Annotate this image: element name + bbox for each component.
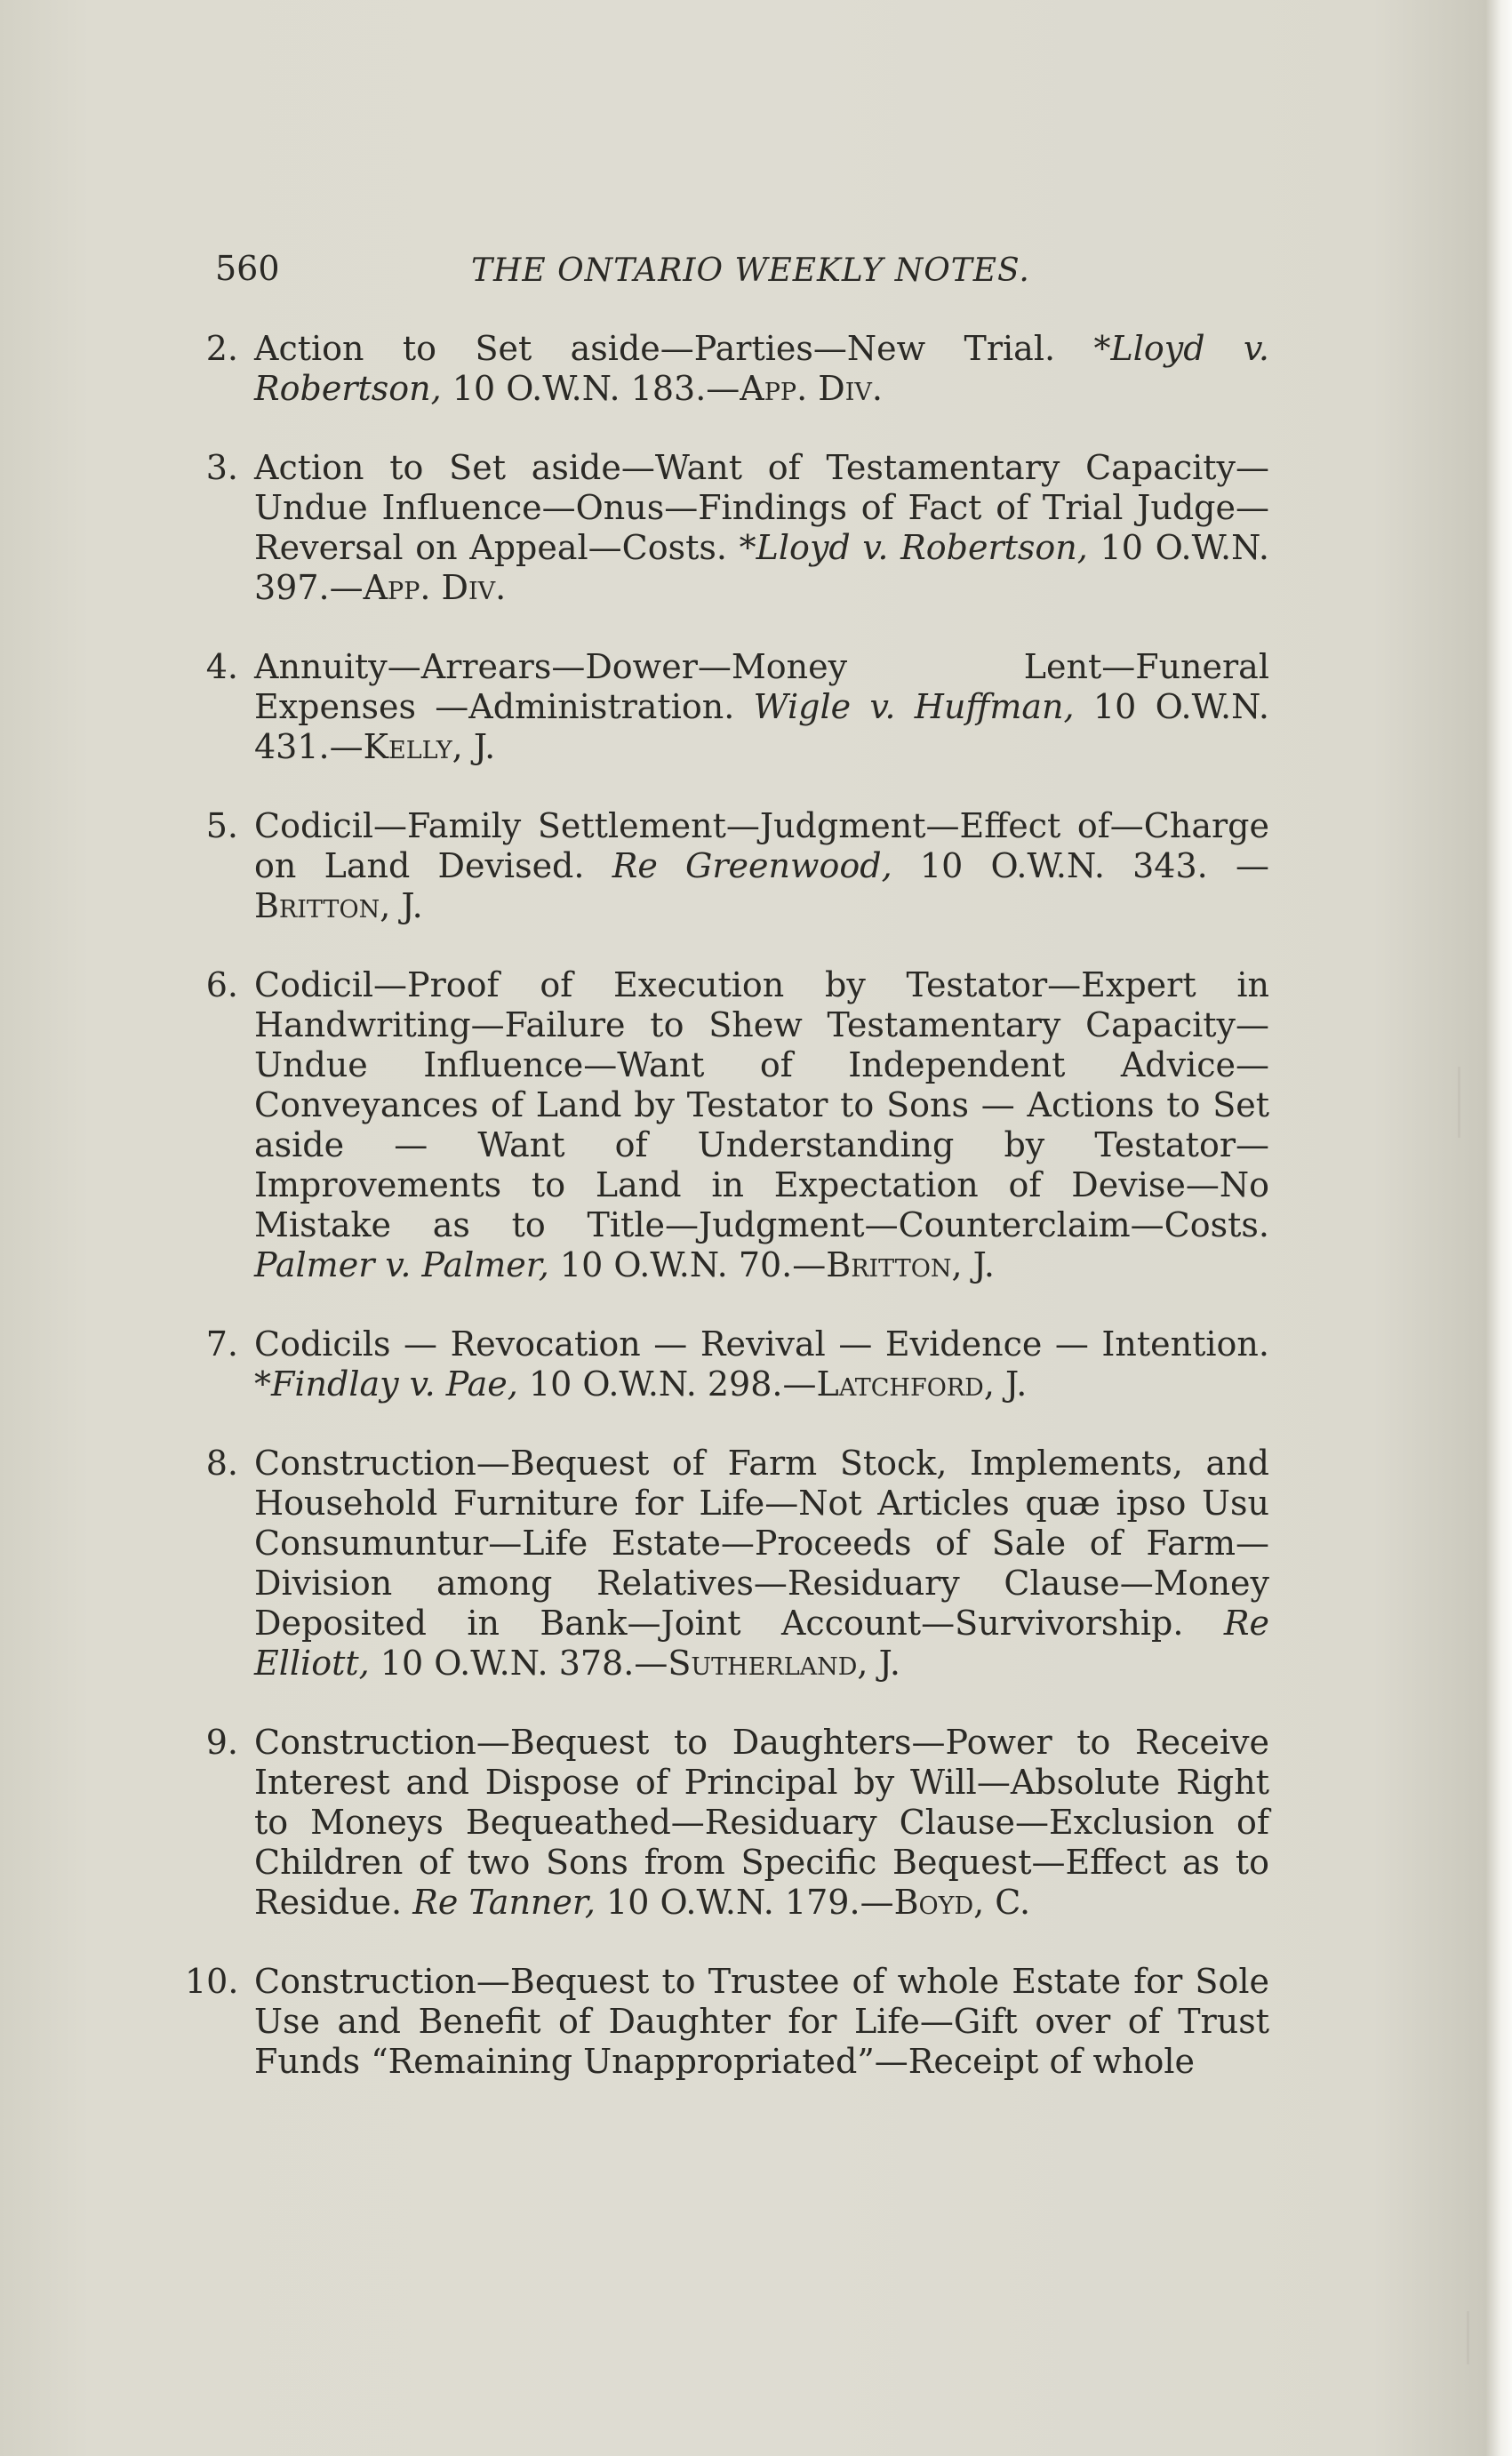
entry-number: 5. xyxy=(205,806,238,845)
citation: 10 O.W.N. 183.— xyxy=(452,369,740,408)
court: Kelly, J. xyxy=(363,727,496,766)
citation: 10 O.W.N. 70.— xyxy=(559,1245,827,1284)
case-name: Re Elliott, xyxy=(254,1604,1269,1683)
entry-star: * xyxy=(254,1364,271,1404)
running-title: THE ONTARIO WEEKLY NOTES. xyxy=(471,252,1030,289)
case-name: Re Tanner, xyxy=(412,1883,596,1922)
court: App. Div. xyxy=(740,369,883,408)
list-item xyxy=(185,448,1269,608)
case-name: Re Greenwood, xyxy=(612,846,892,885)
entry-text: Codicil—Proof of Execution by Testator—Expert in Handwriting—Failure to Shew Testamentary Capacity—Undue Influence—Want of Independent Advice—Conveyances of Land by Testator to Sons — Actions to Set aside — Want of Understanding by Testator—Improvements to Land in Expectation of Devise—No Mistake as to Title—Judgment—Counterclaim—Costs. xyxy=(254,965,1269,1244)
list-item xyxy=(185,1723,1269,1923)
paper-mark xyxy=(1467,2311,1469,2364)
entry-number: 8. xyxy=(205,1444,238,1483)
page-edge xyxy=(1485,0,1512,2456)
entry-text: Codicils — Revocation — Revival — Evidence — Intention. xyxy=(254,1324,1269,1364)
entry-text: Action to Set aside—Parties—New Trial. xyxy=(254,329,1056,368)
entry-number: 9. xyxy=(205,1723,238,1762)
list-item xyxy=(185,329,1269,409)
case-name: Lloyd v. Robertson, xyxy=(756,528,1088,567)
citation: 10 O.W.N. 298.— xyxy=(528,1364,817,1404)
case-name: Wigle v. Huffman, xyxy=(753,687,1075,726)
entry-number: 4. xyxy=(205,647,238,686)
citation: 10 O.W.N. 431.— xyxy=(254,687,1269,766)
entry-star: * xyxy=(1093,329,1111,368)
citation: 10 O.W.N. 397.— xyxy=(254,528,1269,607)
page-header xyxy=(215,249,1282,302)
entry-number: 3. xyxy=(205,448,238,487)
list-item xyxy=(185,647,1269,767)
citation: 10 O.W.N. 343. — xyxy=(919,846,1269,885)
court: Latchford, J. xyxy=(816,1364,1028,1404)
entry-text: Construction—Bequest to Trustee of whole Estate for Sole Use and Benefit of Daughter for Life—Gift over of Trust Funds “Remaining Unappropriated”—Receipt of whole xyxy=(254,1962,1269,2081)
court: Britton, J. xyxy=(254,886,423,925)
citation: 10 O.W.N. 378.— xyxy=(380,1644,668,1683)
entry-text: Construction—Bequest of Farm Stock, Implements, and Household Furniture for Life—Not Articles quæ ipso Usu Consumuntur—Life Estate—Proceeds of Sale of Farm—Division among Relatives—Residuary Clause—Money Deposited in Bank—Joint Account—Survivorship. xyxy=(254,1444,1269,1643)
court: Britton, J. xyxy=(826,1245,995,1284)
list-item xyxy=(185,1324,1269,1404)
list-item xyxy=(185,1444,1269,1684)
entry-text: Annuity—Arrears—Dower—Money Lent—Funeral Expenses —Administration. xyxy=(254,647,1269,726)
list-item xyxy=(185,806,1269,926)
page-number: 560 xyxy=(215,249,280,288)
list-item xyxy=(185,965,1269,1285)
court: App. Div. xyxy=(363,568,507,607)
case-name: Findlay v. Pae, xyxy=(271,1364,518,1404)
entry-number: 2. xyxy=(205,329,238,368)
citation: 10 O.W.N. 179.— xyxy=(606,1883,894,1922)
entry-text: Construction—Bequest to Daughters—Power to Receive Interest and Dispose of Principal by Will—Absolute Right to Moneys Bequeathed—Residuary Clause—Exclusion of Children of two Sons from Specific Bequest—Effect as to Residue. xyxy=(254,1723,1269,1922)
entry-number: 10. xyxy=(185,1962,239,2001)
entry-number: 6. xyxy=(205,965,238,1004)
entry-list xyxy=(185,329,1269,2121)
court: Sutherland, J. xyxy=(668,1644,900,1683)
case-name: Lloyd v. Robertson, xyxy=(254,329,1269,408)
entry-star: * xyxy=(739,528,756,567)
court: Boyd, C. xyxy=(893,1883,1031,1922)
list-item xyxy=(185,1962,1269,2082)
entry-text: Action to Set aside—Want of Testamentary Capacity—Undue Influence—Onus—Findings of Fact of Trial Judge—Reversal on Appeal—Costs. xyxy=(254,448,1269,567)
case-name: Palmer v. Palmer, xyxy=(254,1245,549,1284)
entry-number: 7. xyxy=(205,1324,238,1364)
entry-text: Codicil—Family Settlement—Judgment—Effect of—Charge on Land Devised. xyxy=(254,806,1269,885)
paper-mark xyxy=(1458,1067,1460,1138)
